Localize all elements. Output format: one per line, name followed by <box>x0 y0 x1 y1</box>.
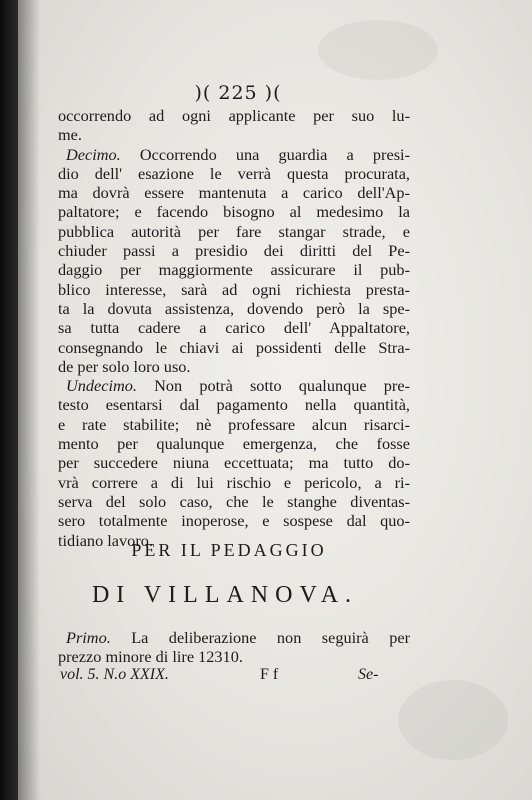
body-text <box>58 106 410 550</box>
page-number: )( 225 )( <box>194 82 282 104</box>
text-line <box>58 376 410 395</box>
paragraph-lead-word: Undecimo. <box>66 376 137 396</box>
paragraph-lead-word: Decimo. <box>66 144 121 164</box>
text-line: sa tutta cadere a carico dell' Appaltatore, <box>58 318 410 338</box>
text-line: de per solo loro uso. <box>58 356 191 376</box>
text-line: ta la dovuta assistenza, dovendo però la spe- <box>58 298 410 318</box>
page-footer <box>60 666 382 688</box>
text-line: e rate stabilite; nè professare alcun risarci- <box>58 414 410 434</box>
text-fragment: La deliberazione non seguirà per <box>110 628 410 647</box>
text-line: occorrendo ad ogni applicante per suo lu- <box>58 106 410 125</box>
text-line: dio dell' esazione le verrà questa procurata, <box>58 163 410 183</box>
text-line: per succedere niuna eccettuata; ma tutto do- <box>58 453 410 473</box>
paper-stain <box>318 20 438 80</box>
text-line: testo esentarsi dal pagamento nella quantità, <box>58 395 410 415</box>
text-line: daggio per maggiormente assicurare il pub- <box>58 260 410 280</box>
text-line: prezzo minore di lire 12310. <box>58 647 243 667</box>
book-page <box>18 0 532 800</box>
text-line: ma dovrà essere mantenuta a carico dell'Ap- <box>58 183 410 203</box>
text-line: consegnando le chiavi ai possidenti delle Stra- <box>58 337 410 357</box>
text-line: mento per qualunque emergenza, che fosse <box>58 434 410 454</box>
text-line <box>58 628 410 647</box>
volume-signature: vol. 5. N.o XXIX. <box>60 666 169 683</box>
text-fragment: Non potrà sotto qualunque pre- <box>136 376 410 396</box>
text-line: pubblica autorità per fare stangar strade, e <box>58 221 410 241</box>
paragraph-lead-word: Primo. <box>66 628 111 647</box>
text-line: sero totalmente inoperose, e sospese dal quo- <box>58 511 410 531</box>
text-line: vrà correre a di lui rischio e pericolo, a ri- <box>58 472 410 492</box>
section-title: PER IL PEDAGGIO <box>131 540 327 560</box>
text-line: chiuder passi a presidio dei diritti del Pe- <box>58 241 410 261</box>
catchword: Se- <box>358 666 379 683</box>
text-line: me. <box>58 125 82 145</box>
text-line: paltatore; e facendo bisogno al medesimo la <box>58 202 410 222</box>
gathering-signature: F f <box>260 666 279 683</box>
text-fragment: Occorrendo una guardia a presi- <box>120 144 410 164</box>
paper-stain <box>398 680 508 760</box>
section-title-place: DI VILLANOVA. <box>91 582 359 608</box>
text-line: blico interesse, sarà ad ogni richiesta presta- <box>58 279 410 299</box>
text-line: serva del solo caso, che le stanghe diventas- <box>58 491 410 511</box>
text-line <box>58 145 410 164</box>
body-text-primo <box>58 628 410 667</box>
text-line: tidiano lavoro. <box>58 530 153 550</box>
